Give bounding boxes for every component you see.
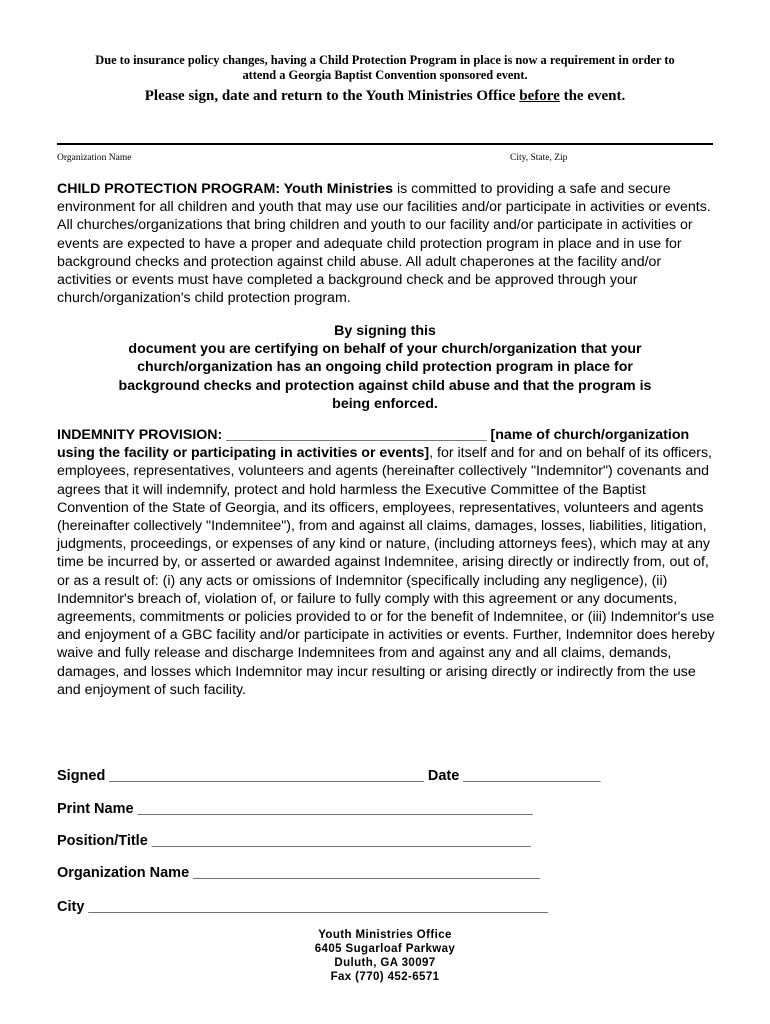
certification-line-4: background checks and protection against child abuse and that the program is: [118, 377, 652, 394]
footer-street: 6405 Sugarloaf Parkway: [314, 943, 456, 955]
certification-line-5: being enforced.: [332, 395, 438, 412]
footer-office-name: Youth Ministries Office: [318, 929, 452, 941]
signed-date-field[interactable]: Signed _______________________________________ Date _________________: [57, 768, 601, 784]
notice-line-2: attend a Georgia Baptist Convention sponsored event.: [242, 68, 528, 82]
indemnity-paragraph: [57, 426, 721, 699]
city-state-zip-label: City, State, Zip: [510, 153, 568, 163]
certification-line-2: document you are certifying on behalf of your church/organization that your: [128, 341, 642, 358]
notice-line-1: Due to insurance policy changes, having a Child Protection Program in place is now a requirement in order to: [95, 53, 675, 67]
instruction-text-start: Please sign, date and return to the Youth Ministries Office: [144, 88, 520, 104]
city-field[interactable]: City _________________________________________________________: [57, 899, 549, 915]
indemnity-heading: INDEMNITY PROVISION: _________________________________ [name of church/organization using the facility or participating in activities or events]: [57, 427, 690, 462]
organization-name-label: Organization Name: [57, 153, 132, 163]
instruction-text-end: the event.: [559, 88, 626, 104]
print-name-field[interactable]: Print Name _________________________________________________: [57, 801, 533, 817]
organization-name-field[interactable]: Organization Name ___________________________________________: [57, 865, 540, 881]
certification-line-3: church/organization has an ongoing child protection program in place for: [137, 359, 633, 376]
indemnity-body: , for itself and for and on behalf of its officers, employees, representatives, volunteers and agents (hereinafter collectively "Indemnitor") covenants and agrees that it will indemnify, protect and hold harmless the Executive Committee of the Baptist Convention of the State of Georgia, and its officers, employees, representatives, volunteers and agents (hereinafter collectively "Indemnitee"), from and against all claims, damages, losses, liabilities, litigation, judgments, proceedings, or expenses of any kind or nature, (including attorneys fees), which may at any time be incurred by, or asserted or awarded against Indemnitee, arising directly or indirectly from, out of, or as a result of: (i) any acts or omissions of Indemnitor (specifically including any negligence), (ii) Indemnitor's breach of, violation of, or failure to fully comply with this agreement or any documents, agreements, commitments or policies provided to or for the benefit of Indemnitee, or (iii) Indemnitor's use and enjoyment of a GBC facility and/or participate in activities or events. Further, Indemnitor does hereby waive and fully release and discharge Indemnitees from and against any and all claims, demands, damages, and losses which Indemnitor may incur resulting or arising directly or indirectly from the use and enjoyment of such facility.: [57, 445, 715, 698]
child-protection-heading: CHILD PROTECTION PROGRAM: Youth Ministries: [57, 181, 394, 197]
office-address-footer: [235, 928, 535, 984]
child-protection-paragraph: [57, 180, 717, 307]
position-title-field[interactable]: Position/Title _______________________________________________: [57, 833, 531, 849]
certification-line-1: By signing this: [334, 323, 436, 339]
child-protection-body: is committed to providing a safe and secure environment for all children and youth that may use our facilities and/or participate in activities or events. All churches/organizations that bring children and youth to our facility and/or participate in activities or events are expected to have a proper and adequate child protection program in place and in use for background checks and protection against child abuse. All adult chaperones at the facility and/or activities or events must have completed a background check and be approved through your church/organization's child protection program.: [57, 181, 711, 307]
insurance-notice: [40, 53, 730, 83]
footer-fax: Fax (770) 452-6571: [330, 971, 440, 983]
certification-statement: [70, 322, 700, 413]
organization-signature-line[interactable]: [57, 143, 713, 145]
footer-city: Duluth, GA 30097: [334, 957, 436, 969]
return-instruction: [40, 87, 730, 105]
instruction-underlined-word: before: [519, 88, 560, 104]
